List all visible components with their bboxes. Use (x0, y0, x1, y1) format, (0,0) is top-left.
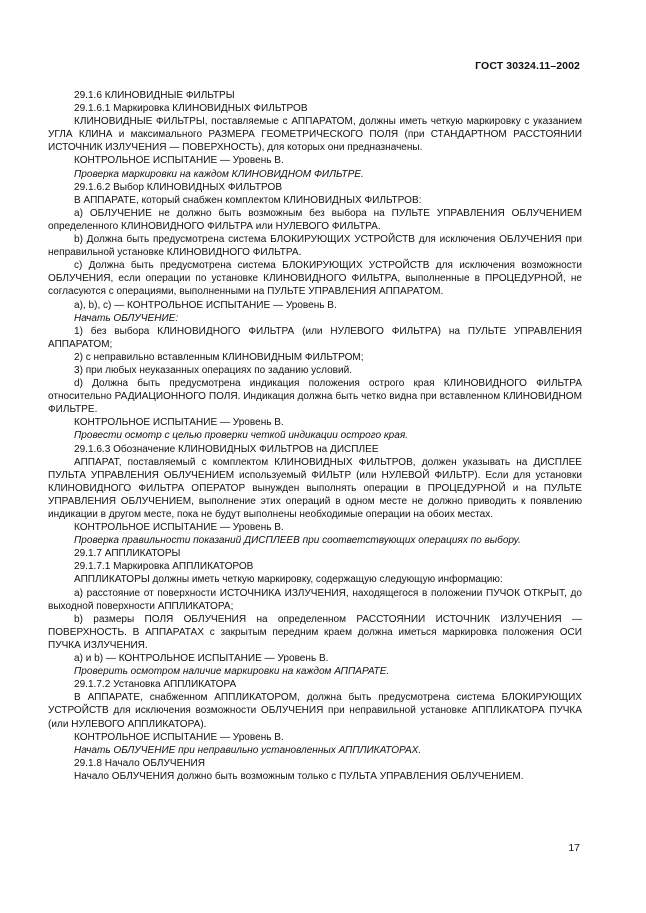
paragraph: b) Должна быть предусмотрена система БЛОКИРУЮЩИХ УСТРОЙСТВ для исключения ОБЛУЧЕНИЯ при неправильной установке КЛИНОВИДНОГО ФИЛЬТРА. (48, 234, 582, 259)
test-method-text: Провести осмотр с целью проверки четкой индикации острого края. (74, 430, 408, 442)
test-method-text: Начать ОБЛУЧЕНИЕ: (74, 312, 179, 324)
document-body (48, 89, 582, 783)
paragraph: 29.1.6.1 Маркировка КЛИНОВИДНЫХ ФИЛЬТРОВ (74, 103, 308, 115)
paragraph: КОНТРОЛЬНОЕ ИСПЫТАНИЕ — Уровень В. (74, 417, 284, 429)
paragraph: a) ОБЛУЧЕНИЕ не должно быть возможным без выбора на ПУЛЬТЕ УПРАВЛЕНИЯ ОБЛУЧЕНИЕМ определенного КЛИНОВИДНОГО ФИЛЬТРА или НУЛЕВОГО ФИЛЬТРА. (48, 207, 582, 232)
paragraph: В АППАРАТЕ, который снабжен комплектом КЛИНОВИДНЫХ ФИЛЬТРОВ: (74, 194, 422, 206)
paragraph: 2) с неправильно вставленным КЛИНОВИДНЫМ ФИЛЬТРОМ; (74, 351, 364, 363)
paragraph: 1) без выбора КЛИНОВИДНОГО ФИЛЬТРА (или НУЛЕВОГО ФИЛЬТРА) на ПУЛЬТЕ УПРАВЛЕНИЯ АППАРАТОМ; (48, 325, 582, 350)
paragraph: d) Должна быть предусмотрена индикация положения острого края КЛИНОВИДНОГО ФИЛЬТРА относительно РАДИАЦИОННОГО ПОЛЯ. Индикация должна быть четко видна при вставленном КЛИНОВИДНОМ ФИЛЬТРЕ. (48, 378, 582, 416)
test-method-text: Проверить осмотром наличие маркировки на каждом АППАРАТЕ. (74, 666, 390, 678)
paragraph: 29.1.7 АППЛИКАТОРЫ (74, 548, 181, 560)
paragraph: КОНТРОЛЬНОЕ ИСПЫТАНИЕ — Уровень В. (74, 731, 284, 743)
paragraph: 29.1.6 КЛИНОВИДНЫЕ ФИЛЬТРЫ (74, 90, 235, 101)
paragraph: 3) при любых неуказанных операциях по заданию условий. (74, 364, 353, 376)
paragraph: КОНТРОЛЬНОЕ ИСПЫТАНИЕ — Уровень В. (74, 155, 284, 167)
paragraph: 29.1.6.2 Выбор КЛИНОВИДНЫХ ФИЛЬТРОВ (74, 181, 283, 193)
paragraph: c) Должна быть предусмотрена система БЛОКИРУЮЩИХ УСТРОЙСТВ для исключения возможности ОБЛУЧЕНИЯ, если операции по установке КЛИНОВИДНОГО ФИЛЬТРА, выполненные в ПРОЦЕДУРНОЙ, не согласуются с операциями, выполненными на ПУЛЬТЕ УПРАВЛЕНИЯ АППАРАТОМ. (48, 260, 582, 298)
paragraph: a) и b) — КОНТРОЛЬНОЕ ИСПЫТАНИЕ — Уровень В. (74, 653, 329, 665)
paragraph: В АППАРАТЕ, снабженном АППЛИКАТОРОМ, должна быть предусмотрена система БЛОКИРУЮЩИХ УСТРОЙСТВ для исключения возможности ОБЛУЧЕНИЯ при неправильной установке АППЛИКАТОРА ПУЧКА (или НУЛЕВОГО АППЛИКАТОРА). (48, 692, 582, 730)
paragraph: АППЛИКАТОРЫ должны иметь четкую маркировку, содержащую следующую информацию: (74, 574, 503, 586)
paragraph: 29.1.6.3 Обозначение КЛИНОВИДНЫХ ФИЛЬТРОВ на ДИСПЛЕЕ (74, 443, 379, 455)
paragraph: Начало ОБЛУЧЕНИЯ должно быть возможным только с ПУЛЬТА УПРАВЛЕНИЯ ОБЛУЧЕНИЕМ. (74, 770, 524, 782)
test-method-text: Начать ОБЛУЧЕНИЕ при неправильно установленных АППЛИКАТОРАХ. (74, 744, 422, 756)
test-method-text: Проверка маркировки на каждом КЛИНОВИДНОМ ФИЛЬТРЕ. (74, 168, 364, 180)
paragraph: a), b), c) — КОНТРОЛЬНОЕ ИСПЫТАНИЕ — Уровень В. (74, 299, 337, 311)
paragraph: КЛИНОВИДНЫЕ ФИЛЬТРЫ, поставляемые с АППАРАТОМ, должны иметь четкую маркировку с указанием УГЛА КЛИНА и максимального РАЗМЕРА ГЕОМЕТРИЧЕСКОГО ПОЛЯ (при СТАНДАРТНОМ РАССТОЯНИИ ИСТОЧНИК ИЗЛУЧЕНИЯ — ПОВЕРХНОСТЬ), для которых они предназначены. (48, 116, 582, 154)
paragraph: 29.1.7.2 Установка АППЛИКАТОРА (74, 679, 237, 691)
paragraph: АППАРАТ, поставляемый с комплектом КЛИНОВИДНЫХ ФИЛЬТРОВ, должен указывать на ДИСПЛЕЕ ПУЛЬТА УПРАВЛЕНИЯ ОБЛУЧЕНИЕМ используемый ФИЛЬТР (или НУЛЕВОЙ ФИЛЬТР). Если для установки КЛИНОВИДНОГО ФИЛЬТРА ОПЕРАТОР вынужден выполнять операции в ПРОЦЕДУРНОЙ и на ПУЛЬТЕ УПРАВЛЕНИЯ ОБЛУЧЕНИЕМ, выполнение этих операций в одном месте не должно приводить к появлению индикации в другом месте, пока не будут выполнены необходимые операции на обоих местах. (48, 456, 582, 520)
paragraph: КОНТРОЛЬНОЕ ИСПЫТАНИЕ — Уровень В. (74, 522, 284, 534)
test-method-text: Проверка правильности показаний ДИСПЛЕЕВ при соответствующих операциях по выбору. (74, 535, 521, 547)
paragraph: 29.1.7.1 Маркировка АППЛИКАТОРОВ (74, 561, 254, 573)
standard-number: ГОСТ 30324.11–2002 (475, 60, 580, 72)
paragraph: 29.1.8 Начало ОБЛУЧЕНИЯ (74, 757, 206, 769)
paragraph: a) расстояние от поверхности ИСТОЧНИКА ИЗЛУЧЕНИЯ, находящегося в положении ПУЧОК ОТКРЫТ, до выходной поверхности АППЛИКАТОРА; (48, 587, 582, 612)
page-number: 17 (568, 842, 580, 854)
paragraph: b) размеры ПОЛЯ ОБЛУЧЕНИЯ на определенном РАССТОЯНИИ ИСТОЧНИК ИЗЛУЧЕНИЯ — ПОВЕРХНОСТЬ. В АППАРАТАХ с закрытым передним краем должна иметься маркировка положения ОСИ ПУЧКА ИЗЛУЧЕНИЯ. (48, 613, 582, 651)
